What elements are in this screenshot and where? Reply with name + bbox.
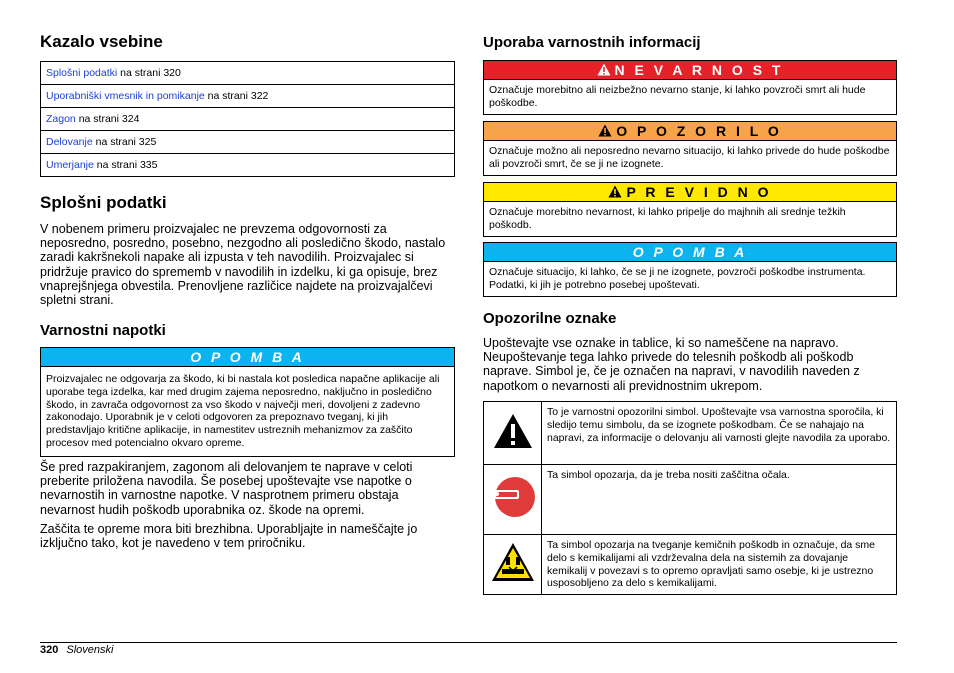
caution-label: P R E V I D N O xyxy=(626,184,772,200)
notice-header: O P O M B A xyxy=(484,243,896,262)
danger-header xyxy=(484,61,896,80)
warning-icon xyxy=(598,124,612,137)
toc-link[interactable]: Splošni podatki xyxy=(46,67,118,79)
chemical-hazard-icon xyxy=(490,541,536,583)
warning-header xyxy=(484,122,896,141)
warning-text: Označuje možno ali neposredno nevarno situacijo, ki lahko privede do hude poškodbe ali povzroči smrt, če se ji ne izognete. xyxy=(489,145,890,170)
symbol-row xyxy=(484,402,897,465)
danger-box xyxy=(483,60,897,115)
toc-row xyxy=(41,62,455,85)
warning-label: O P O Z O R I L O xyxy=(616,123,782,139)
labels-paragraph: Upoštevajte vse oznake in tablice, ki so nameščene na napravo. Neupoštevanje tega lahko privede do telesnih poškodb ali poškodb naprave. Simbol je, če je označen na napravi, v navodilih naveden z napotkom o nevarnosti ali previdnostnim ukrepom. xyxy=(483,336,860,393)
warning-box xyxy=(483,121,897,176)
toc-link[interactable]: Delovanje xyxy=(46,136,93,148)
safety-glasses-icon xyxy=(491,471,535,523)
footer-rule xyxy=(40,642,897,643)
warning-icon xyxy=(597,63,611,76)
info-title: Uporaba varnostnih informacij xyxy=(483,34,701,51)
toc-row xyxy=(41,154,455,177)
toc-table xyxy=(40,61,455,177)
toc-row xyxy=(41,108,455,131)
labels-title: Opozorilne oznake xyxy=(483,310,617,327)
toc-page-ref: na strani 322 xyxy=(204,90,269,102)
warning-icon xyxy=(492,412,534,450)
caution-header xyxy=(484,183,896,202)
section-title: Splošni podatki xyxy=(40,193,167,212)
symbol-description: Ta simbol opozarja, da je treba nositi zaščitna očala. xyxy=(542,465,897,535)
note-header: O P O M B A xyxy=(41,348,454,367)
symbol-description: Ta simbol opozarja na tveganje kemičnih poškodb in označuje, da sme delo s kemikalijami ali vzdrževalna dela na sistemih za dovajanje kemikalij v povezavi s to opremo opravljati samo osebje, ki je ustrezno usposobljeno za delo s kemikalijami. xyxy=(542,535,897,595)
toc-row xyxy=(41,85,455,108)
toc-title: Kazalo vsebine xyxy=(40,32,163,51)
toc-link[interactable]: Umerjanje xyxy=(46,159,94,171)
unpack-paragraph: Še pred razpakiranjem, zagonom ali delovanjem te naprave v celoti preberite priložena navodila. Še posebej upoštevajte vse napotke o nevarnostih in varnostne napotke. V nasprotnem primeru obstaja nevarnost hudih poškodb uporabnika oz. škode na opremi. xyxy=(40,460,413,517)
notice-box xyxy=(483,242,897,297)
toc-page-ref: na strani 320 xyxy=(117,67,181,79)
note-box xyxy=(40,347,455,457)
notice-text: Označuje situacijo, ki lahko, če se ji ne izognete, povzroči poškodbe instrumenta. Podatki, ki jih je potrebno posebej upoštevati. xyxy=(489,266,866,291)
danger-text: Označuje morebitno ali neizbežno nevarno stanje, ki lahko povzroči smrt ali hude poškodbe. xyxy=(489,84,866,109)
toc-link[interactable]: Uporabniški vmesnik in pomikanje xyxy=(46,90,205,102)
page-number: 320 xyxy=(40,644,59,656)
footer xyxy=(40,644,113,656)
toc-page-ref: na strani 335 xyxy=(93,159,158,171)
note-text: Proizvajalec ne odgovarja za škodo, ki bi nastala kot posledica napačne aplikacije ali uporabe tega izdelka, kar med drugim zajema neposredno, naključno in posledično škodo, in zavrača odgovornost za vso škodo v največji meri, dovoljeni z zadevno zakonodajo. Uporabnik je v celoti odgovoren za prepoznavo tveganj, ki jih predstavljajo kritične aplikacije, in namestitev ustreznih mehanizmov za zaščito procesov med potencialno okvaro opreme. xyxy=(46,373,440,449)
symbol-row xyxy=(484,465,897,535)
protection-paragraph: Zaščita te opreme mora biti brezhibna. Uporabljajte in nameščajte jo izključno tako, kot je navedeno v tem priročniku. xyxy=(40,522,418,551)
safety-title: Varnostni napotki xyxy=(40,322,166,339)
toc-page-ref: na strani 325 xyxy=(92,136,157,148)
caution-box xyxy=(483,182,897,237)
symbol-row xyxy=(484,535,897,595)
caution-text: Označuje morebitno nevarnost, ki lahko pripelje do majhnih ali srednje težkih poškodb. xyxy=(489,206,846,231)
warning-icon xyxy=(608,185,622,198)
footer-language: Slovenski xyxy=(66,644,114,656)
toc-page-ref: na strani 324 xyxy=(75,113,140,125)
intro-paragraph: V nobenem primeru proizvajalec ne prevzema odgovornosti za neposredno, posredno, posebno, nezgodno ali posledično škodo, nastalo zaradi kakršnekoli napake ali izpusta v teh navodilih. Proizvajalec si pridržuje pravico do sprememb v navodilih in izdelku, ki ga opisuje, brez vnaprejšnjega obvestila. Prenovljene različice najdete na proizvajalčevi spletni strani. xyxy=(40,222,446,308)
toc-link[interactable]: Zagon xyxy=(46,113,76,125)
danger-label: N E V A R N O S T xyxy=(614,62,784,78)
symbol-description: To je varnostni opozorilni simbol. Upoštevajte vsa varnostna sporočila, ki sledijo temu simbolu, da se izognete poškodbam. Če se nahajajo na napravi, za informacije o delovanju ali varnosti glejte navodila za uporabo. xyxy=(542,402,897,465)
symbols-table xyxy=(483,401,897,595)
toc-row xyxy=(41,131,455,154)
